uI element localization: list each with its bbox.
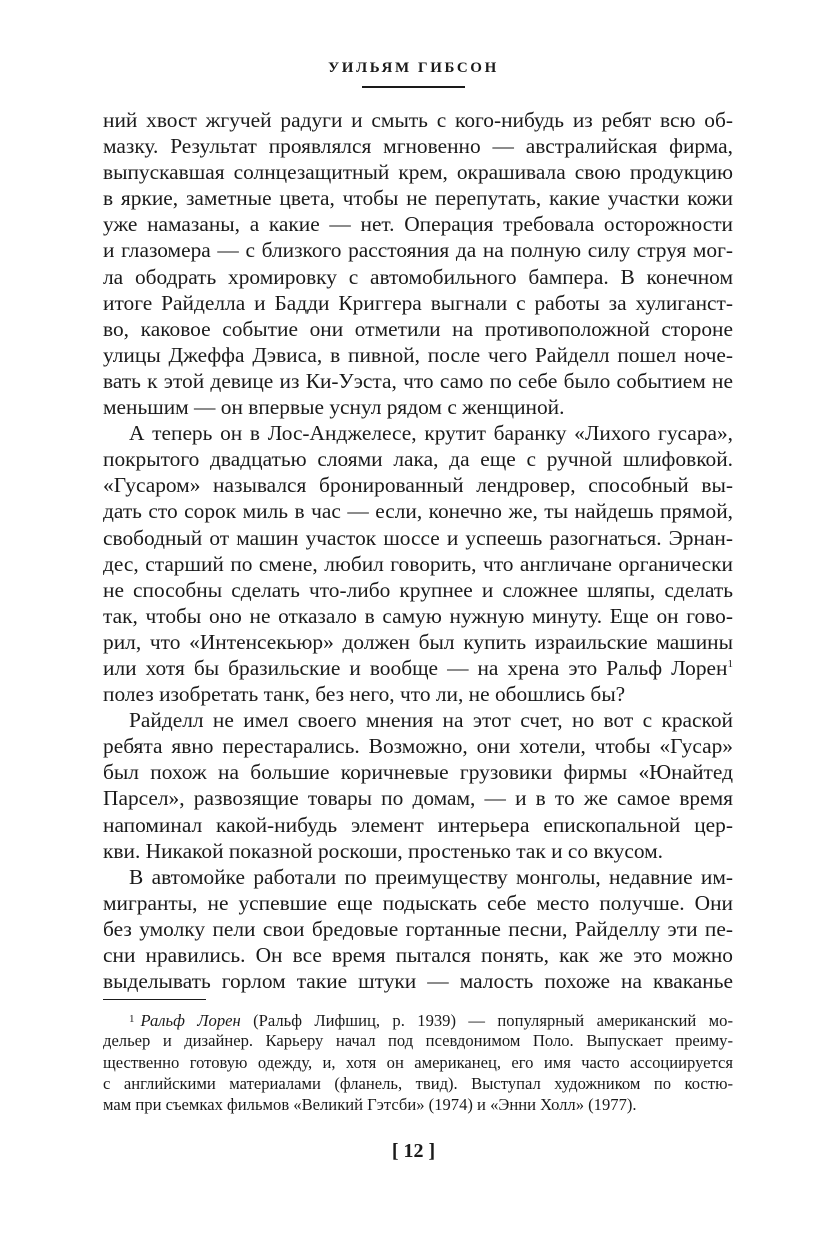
text-line: «Гусаром» назывался бронированный лендровер, способный вы- [103, 473, 733, 498]
text-line: в яркие, заметные цвета, чтобы не перепутать, какие участки кожи [103, 186, 733, 211]
footnote-number: 1 [129, 1013, 135, 1025]
footnotes [103, 1009, 733, 1115]
text-line: ребята явно перестарались. Возможно, они хотели, чтобы «Гусар» [103, 734, 733, 759]
text-line: напоминал какой-нибудь элемент интерьера епископальной цер- [103, 812, 733, 837]
text-line: ла ободрать хромировку с автомобильного бампера. В конечном [103, 264, 733, 289]
text-line: А теперь он в Лос-Анджелесе, крутит баранку «Лихого гусара», [129, 421, 733, 446]
page-number: [ 12 ] [391, 1140, 436, 1162]
text-line: не способны сделать что-либо крупнее и сложнее шляпы, сделать [103, 577, 733, 602]
text-line-with-footnote-ref [103, 655, 733, 681]
text-line: кви. Никакой показной роскоши, простенько так и со вкусом. [103, 838, 663, 863]
text-line: выделывать горлом такие штуки — малость похоже на кваканье [103, 969, 733, 994]
footnote-text: (Ральф Лифшиц, р. 1939) — популярный американский мо- [240, 1011, 733, 1030]
text-line: мазку. Результат проявлялся мгновенно — австралийская фирма, [103, 134, 733, 159]
footnote-term: Ральф Лорен [140, 1011, 241, 1030]
text-line: Райделл не имел своего мнения на этот счет, но вот с краской [129, 708, 733, 733]
text-line: меньшим — он впервые уснул рядом с женщиной. [103, 395, 565, 420]
text-line: дать сто сорок миль в час — если, конечно же, ты найдешь прямой, [103, 499, 733, 524]
text-line: улицы Джеффа Дэвиса, в пивной, после чего Райделл пошел ноче- [103, 342, 733, 367]
body-text [103, 107, 733, 994]
running-head-rule [362, 86, 465, 88]
text-line: мигранты, не успевшие еще подыскать себе место получше. Они [103, 890, 733, 915]
footnote-first-line [103, 1009, 733, 1030]
footnote-line: с английскими материалами (фланель, твид). Выступал художником по костю- [103, 1073, 733, 1093]
text-line: ний хвост жгучей радуги и смыть с кого-нибудь из ребят всю об- [103, 108, 733, 132]
text-line: был похож на большие коричневые грузовики фирмы «Юнайтед [103, 760, 733, 785]
text-line: В автомойке работали по преимуществу монголы, недавние им- [129, 864, 733, 889]
text-fragment: или хотя бы бразильские и вообще — на хрена это Ральф Лорен [103, 655, 728, 680]
text-line: полез изобретать танк, без него, что ли, не обошлись бы? [103, 682, 626, 707]
text-line: выпускавшая солнцезащитный крем, окрашивала свою продукцию [103, 160, 733, 185]
text-line: уже намазаны, а какие — нет. Операция требовала осторожности [103, 212, 733, 237]
footnote-line: дельер и дизайнер. Карьеру начал под псевдонимом Поло. Выпускает преиму- [103, 1031, 733, 1051]
text-line: свободный от машин участок шоссе и успеешь разогнаться. Эрнан- [103, 525, 733, 550]
footnote-reference[interactable]: 1 [727, 657, 733, 670]
text-line: так, чтобы оно не отказало в самую нужную минуту. Еще он гово- [103, 603, 733, 628]
text-line: и глазомера — с близкого расстояния да на полную силу струя мог- [103, 238, 733, 263]
text-line: во, каковое событие они отметили на противоположной стороне [103, 316, 733, 341]
footnote-line: мам при съемках фильмов «Великий Гэтсби» (1974) и «Энни Холл» (1977). [103, 1095, 637, 1115]
text-line: покрытого двадцатью слоями лака, да еще с ручной шлифовкой. [103, 447, 733, 472]
footnote-line: щественно готовую одежду, и, хотя он американец, его имя часто ассоциируется [103, 1052, 733, 1072]
text-line: рил, что «Интенсекьюр» должен был купить израильские машины [103, 629, 733, 654]
text-line: дес, старший по смене, любил говорить, что англичане органически [103, 551, 733, 576]
text-line: сни нравились. Он все время пытался понять, как же это можно [103, 943, 733, 967]
text-line: без умолку пели свои бредовые гортанные песни, Райделлу эти пе- [103, 916, 733, 941]
text-line: итоге Райделла и Бадди Криггера выгнали с работы за хулиганст- [103, 290, 733, 315]
text-line: Парсел», развозящие товары по домам, — и в то же самое время [103, 786, 733, 811]
text-line: вать к этой девице из Ки-Уэста, что само по себе было событием не [103, 368, 733, 393]
running-head: УИЛЬЯМ ГИБСОН [328, 60, 499, 76]
footnote-separator [103, 999, 206, 1000]
